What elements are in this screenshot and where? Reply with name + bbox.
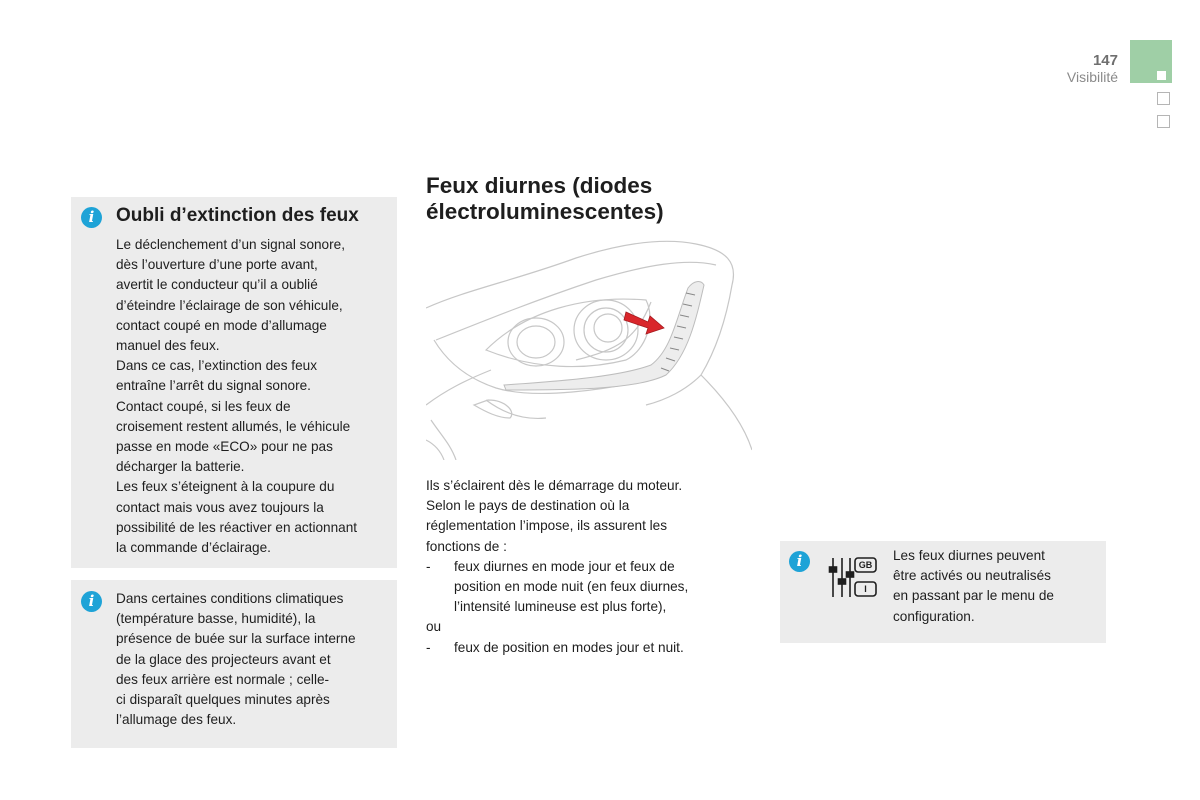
daytime-lights-text [426, 476, 746, 658]
text-line: Ils s’éclairent dès le démarrage du moteur. [426, 478, 683, 493]
text-line: l’intensité lumineuse est plus forte), [454, 599, 667, 615]
list-dash: - [426, 639, 431, 655]
text-line: Dans ce cas, l’extinction des feux [116, 358, 317, 374]
chapter-tab-2 [1157, 115, 1170, 128]
box3-text [893, 546, 1054, 627]
box-title: Oubli d’extinction des feux [116, 205, 359, 226]
text-line: d’éteindre l’éclairage de son véhicule, [116, 297, 343, 313]
box2-text [116, 589, 356, 730]
text-line: Le déclenchement d’un signal sonore, [116, 237, 345, 252]
list-item [426, 638, 746, 658]
heading-line: Feux diurnes (diodes [426, 173, 653, 198]
text-line: ci disparaît quelques minutes après [116, 692, 330, 708]
section-heading [426, 173, 664, 225]
chapter-tab-active [1130, 40, 1172, 83]
text-line: configuration. [893, 608, 975, 624]
text-line: entraîne l’arrêt du signal sonore. [116, 378, 311, 394]
tab-marker [1157, 71, 1166, 80]
text-line: Dans certaines conditions climatiques [116, 591, 344, 606]
text-line: dès l’ouverture d’une porte avant, [116, 257, 318, 273]
box1-text [116, 235, 357, 558]
info-icon: i [789, 551, 810, 572]
text-line: la commande d’éclairage. [116, 540, 271, 556]
language-badge-gb: GB [858, 560, 873, 570]
text-line: présence de buée sur la surface interne [116, 631, 356, 647]
text-line: décharger la batterie. [116, 459, 245, 475]
section-title: Visibilité [1066, 69, 1118, 85]
configuration-menu-icon [828, 555, 878, 601]
text-line: en passant par le menu de [893, 588, 1054, 604]
text-line: manuel des feux. [116, 338, 220, 354]
info-icon: i [81, 591, 102, 612]
chapter-tab-1 [1157, 92, 1170, 105]
text-line: contact mais vous avez toujours la [116, 499, 324, 515]
heading-line: électroluminescentes) [426, 199, 664, 224]
text-line: avertit le conducteur qu’il a oublié [116, 277, 318, 293]
text-line: (température basse, humidité), la [116, 611, 316, 627]
text-line: position en mode nuit (en feux diurnes, [454, 579, 689, 595]
text-line: des feux arrière est normale ; celle- [116, 671, 330, 687]
text-line: feux diurnes en mode jour et feux de [454, 558, 675, 574]
text-line: passe en mode «ECO» pour ne pas [116, 439, 333, 455]
text-line: l’allumage des feux. [116, 712, 237, 728]
text-line: fonctions de : [426, 538, 507, 554]
language-badge-i: I [864, 584, 867, 594]
text-line: Les feux s’éteignent à la coupure du [116, 479, 335, 495]
text-line: Selon le pays de destination où la [426, 498, 630, 514]
text-line: croisement restent allumés, le véhicule [116, 418, 351, 434]
headlamp-illustration [426, 240, 752, 460]
text-line: ou [426, 619, 442, 635]
text-line: de la glace des projecteurs avant et [116, 651, 331, 667]
text-line: contact coupé en mode d’allumage [116, 317, 327, 333]
text-line: feux de position en modes jour et nuit. [454, 639, 684, 655]
text-line: Les feux diurnes peuvent [893, 548, 1045, 563]
info-icon: i [81, 207, 102, 228]
text-line: être activés ou neutralisés [893, 568, 1051, 584]
page-number: 147 [1092, 52, 1118, 69]
text-line: Contact coupé, si les feux de [116, 398, 291, 414]
text-line: possibilité de les réactiver en actionnant [116, 519, 358, 535]
text-line: réglementation l’impose, ils assurent les [426, 518, 668, 534]
list-dash: - [426, 558, 431, 574]
list-item [426, 557, 746, 618]
